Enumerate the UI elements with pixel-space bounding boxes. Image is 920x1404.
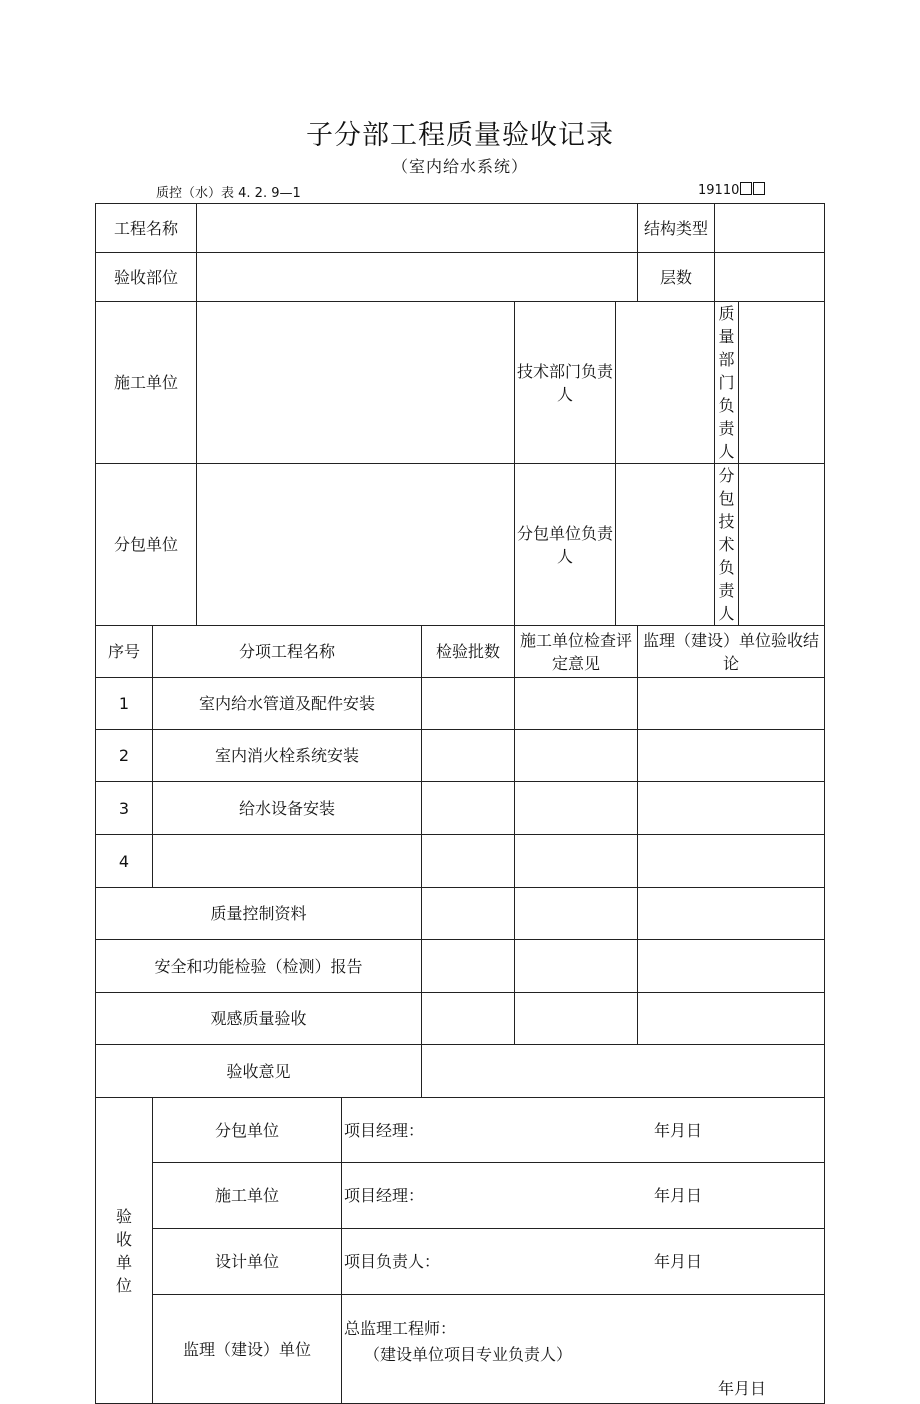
appearance-batch[interactable] bbox=[422, 993, 515, 1045]
sign-supervision-cell[interactable] bbox=[342, 1295, 825, 1404]
item-seq: 4 bbox=[96, 835, 153, 888]
sign-supervision-date: 年月日 bbox=[718, 1379, 767, 1398]
floors-label: 层数 bbox=[638, 253, 715, 302]
subcontract-tech-head-label: 分包技术负责人 bbox=[715, 464, 739, 626]
sign-design-role: 项目负责人： bbox=[344, 1252, 441, 1271]
subcontract-head-label: 分包单位负责人 bbox=[515, 464, 616, 626]
item-name: 给水设备安装 bbox=[153, 782, 422, 835]
project-name-value[interactable] bbox=[197, 204, 638, 253]
acceptance-char: 收 bbox=[115, 1229, 132, 1249]
item-batch-count[interactable] bbox=[422, 782, 515, 835]
construction-unit-label: 施工单位 bbox=[96, 302, 197, 464]
subcontract-tech-head-value[interactable] bbox=[739, 464, 825, 626]
appearance-conclusion[interactable] bbox=[638, 993, 825, 1045]
sign-chief-supervisor: 总监理工程师： bbox=[344, 1319, 457, 1338]
sign-supervision-label: 监理（建设）单位 bbox=[153, 1295, 342, 1404]
acceptance-part-value[interactable] bbox=[197, 253, 638, 302]
structure-type-value[interactable] bbox=[715, 204, 825, 253]
item-seq: 1 bbox=[96, 678, 153, 730]
sign-subcontract-role: 项目经理： bbox=[344, 1120, 425, 1140]
subcontract-unit-label: 分包单位 bbox=[96, 464, 197, 626]
sign-design-label: 设计单位 bbox=[153, 1229, 342, 1295]
tech-dept-head-value[interactable] bbox=[616, 302, 715, 464]
quality-dept-head-value[interactable] bbox=[739, 302, 825, 464]
item-seq: 3 bbox=[96, 782, 153, 835]
acceptance-units-label bbox=[96, 1098, 153, 1404]
acceptance-part-label: 验收部位 bbox=[96, 253, 197, 302]
sign-construction-role: 项目经理： bbox=[344, 1186, 425, 1205]
page-title: 子分部工程质量验收记录 bbox=[306, 120, 614, 151]
sign-subcontract-cell[interactable] bbox=[342, 1098, 825, 1163]
opinion-label: 验收意见 bbox=[96, 1045, 422, 1098]
acceptance-char: 位 bbox=[115, 1275, 132, 1295]
safety-report-opinion[interactable] bbox=[515, 940, 638, 993]
item-batch-count[interactable] bbox=[422, 835, 515, 888]
form-code: 质控（水）表 4. 2. 9—1 bbox=[156, 186, 301, 201]
acceptance-char: 验 bbox=[115, 1206, 132, 1226]
quality-data-label: 质量控制资料 bbox=[96, 888, 422, 940]
subcontract-head-value[interactable] bbox=[616, 464, 715, 626]
item-name[interactable] bbox=[153, 835, 422, 888]
sign-construction-label: 施工单位 bbox=[153, 1163, 342, 1229]
table-row bbox=[96, 678, 825, 730]
subcontract-unit-value[interactable] bbox=[197, 464, 515, 626]
item-seq: 2 bbox=[96, 730, 153, 782]
item-supervision-conclusion[interactable] bbox=[638, 835, 825, 888]
item-construction-opinion[interactable] bbox=[515, 835, 638, 888]
construction-unit-value[interactable] bbox=[197, 302, 515, 464]
col-item-name: 分项工程名称 bbox=[153, 626, 422, 678]
appearance-label: 观感质量验收 bbox=[96, 993, 422, 1045]
item-batch-count[interactable] bbox=[422, 678, 515, 730]
col-supervision-conclusion: 监理（建设）单位验收结论 bbox=[638, 626, 825, 678]
acceptance-form-table bbox=[95, 203, 825, 1404]
form-number: 19110 bbox=[698, 183, 740, 198]
item-name: 室内给水管道及配件安装 bbox=[153, 678, 422, 730]
item-supervision-conclusion[interactable] bbox=[638, 782, 825, 835]
col-construction-opinion: 施工单位检查评定意见 bbox=[515, 626, 638, 678]
tech-dept-head-label: 技术部门负责人 bbox=[515, 302, 616, 464]
safety-report-conclusion[interactable] bbox=[638, 940, 825, 993]
sign-subcontract-label: 分包单位 bbox=[153, 1098, 342, 1163]
quality-dept-head-label: 质量部门负责人 bbox=[715, 302, 739, 464]
table-row bbox=[96, 835, 825, 888]
structure-type-label: 结构类型 bbox=[638, 204, 715, 253]
sign-construction-date: 年月日 bbox=[653, 1186, 702, 1205]
sign-design-date: 年月日 bbox=[653, 1252, 702, 1271]
safety-report-label: 安全和功能检验（检测）报告 bbox=[96, 940, 422, 993]
item-construction-opinion[interactable] bbox=[515, 782, 638, 835]
table-row bbox=[96, 782, 825, 835]
col-seq: 序号 bbox=[96, 626, 153, 678]
number-box-1[interactable] bbox=[740, 182, 752, 195]
item-construction-opinion[interactable] bbox=[515, 730, 638, 782]
acceptance-char: 单 bbox=[115, 1252, 132, 1272]
item-supervision-conclusion[interactable] bbox=[638, 678, 825, 730]
table-row bbox=[96, 730, 825, 782]
quality-data-conclusion[interactable] bbox=[638, 888, 825, 940]
project-name-label: 工程名称 bbox=[96, 204, 197, 253]
item-construction-opinion[interactable] bbox=[515, 678, 638, 730]
item-supervision-conclusion[interactable] bbox=[638, 730, 825, 782]
number-box-2[interactable] bbox=[753, 182, 765, 195]
appearance-opinion[interactable] bbox=[515, 993, 638, 1045]
sign-design-cell[interactable] bbox=[342, 1229, 825, 1295]
quality-data-opinion[interactable] bbox=[515, 888, 638, 940]
col-batch-count: 检验批数 bbox=[422, 626, 515, 678]
sign-subcontract-date: 年月日 bbox=[653, 1120, 702, 1140]
safety-report-batch[interactable] bbox=[422, 940, 515, 993]
item-batch-count[interactable] bbox=[422, 730, 515, 782]
floors-value[interactable] bbox=[715, 253, 825, 302]
item-name: 室内消火栓系统安装 bbox=[153, 730, 422, 782]
opinion-value[interactable] bbox=[422, 1045, 825, 1098]
page-subtitle: （室内给水系统） bbox=[391, 157, 528, 176]
sign-construction-cell[interactable] bbox=[342, 1163, 825, 1229]
form-number-field bbox=[698, 182, 765, 198]
sign-owner-rep: （建设单位项目专业负责人） bbox=[364, 1345, 573, 1364]
quality-data-batch[interactable] bbox=[422, 888, 515, 940]
